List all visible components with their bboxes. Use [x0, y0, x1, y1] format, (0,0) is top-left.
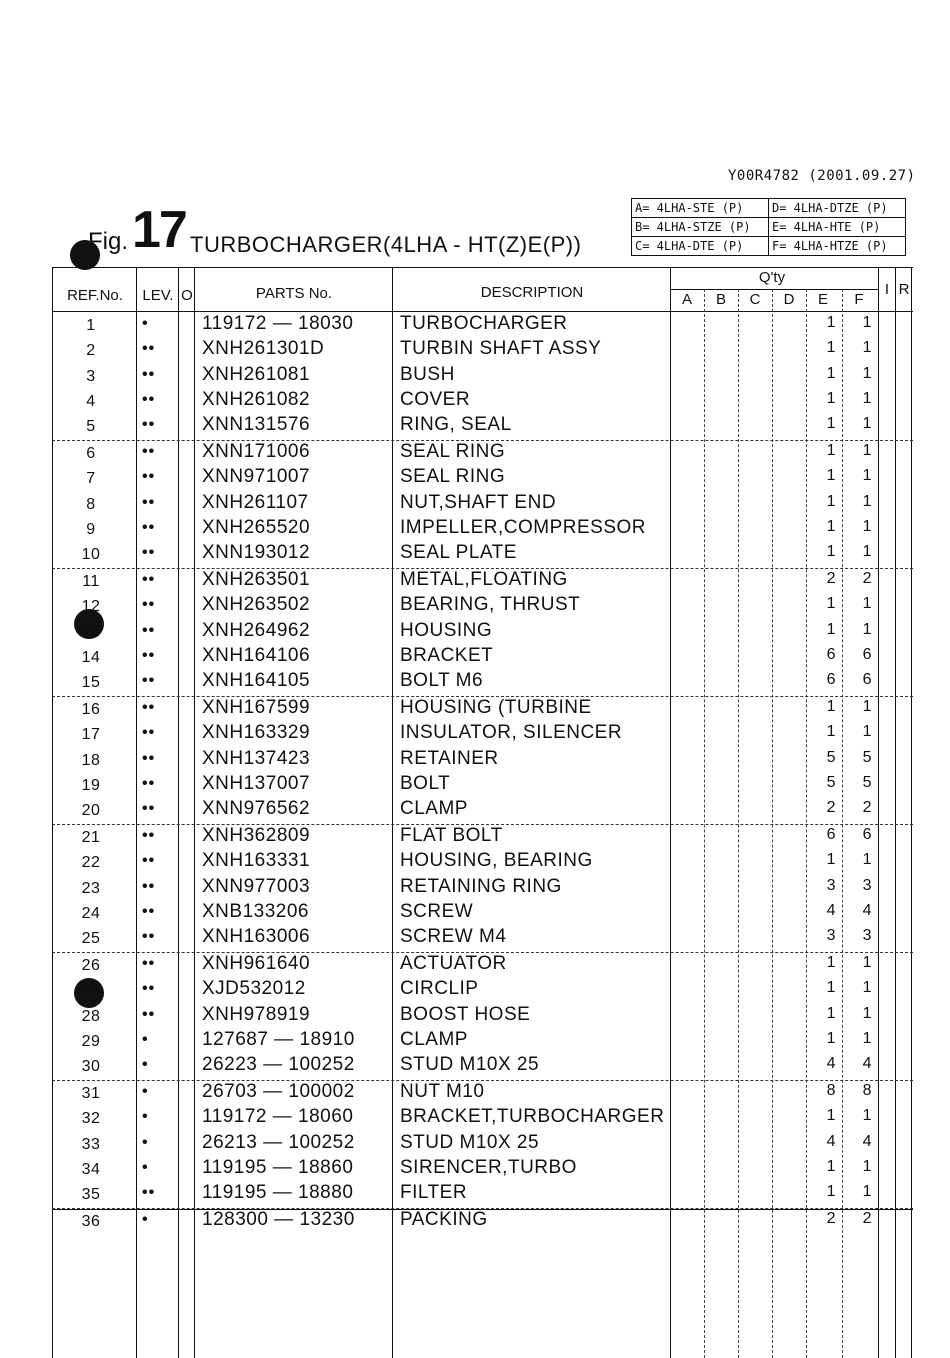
- level-marker: ••: [142, 928, 156, 946]
- qty-f: 3: [862, 876, 872, 894]
- header-qty: Q'ty: [758, 269, 786, 286]
- table-row: [52, 645, 913, 670]
- level-marker: •: [142, 1030, 149, 1048]
- level-marker: ••: [142, 365, 156, 383]
- qty-header-divider: [670, 289, 878, 290]
- ref-number: 3: [86, 367, 96, 385]
- qty-col-header: E: [817, 291, 828, 308]
- qty-e: 1: [826, 1004, 836, 1022]
- qty-f: 1: [862, 415, 872, 433]
- ref-number: 8: [86, 495, 96, 513]
- level-marker: ••: [142, 724, 156, 742]
- qty-f: 4: [862, 1055, 872, 1073]
- part-number: 119172 — 18030: [202, 313, 354, 334]
- qty-f: 1: [862, 492, 872, 510]
- level-marker: ••: [142, 672, 156, 690]
- part-description: BUSH: [400, 363, 455, 385]
- table-row: [52, 389, 913, 414]
- qty-f: 3: [862, 927, 872, 945]
- qty-f: 1: [862, 339, 872, 357]
- qty-e: 2: [826, 1210, 836, 1227]
- ref-number: 22: [81, 854, 101, 872]
- qty-f: 1: [862, 314, 872, 331]
- table-row: [52, 1054, 913, 1079]
- part-number: XNH978919: [202, 1003, 311, 1025]
- level-marker: ••: [142, 749, 156, 767]
- table-row: [52, 748, 913, 773]
- table-row: [52, 722, 913, 747]
- qty-e: 1: [826, 979, 836, 997]
- qty-e: 2: [826, 799, 836, 817]
- ref-number: 33: [81, 1135, 101, 1153]
- table-row: [52, 414, 913, 439]
- part-number: XNH261082: [202, 388, 311, 410]
- table-row: [52, 364, 913, 389]
- qty-f: 1: [862, 979, 872, 997]
- part-number: XNH261107: [202, 491, 309, 513]
- table-row: [52, 926, 913, 951]
- ref-number: 15: [81, 674, 101, 692]
- level-marker: ••: [142, 902, 156, 920]
- qty-f: 1: [862, 1029, 872, 1047]
- model-code: C= 4LHA-DTE (P): [632, 237, 769, 256]
- level-marker: ••: [142, 518, 156, 536]
- ref-number: 5: [86, 418, 96, 436]
- ref-number: 10: [81, 546, 101, 564]
- part-description: SCREW M4: [400, 926, 507, 948]
- qty-f: 2: [862, 799, 872, 817]
- level-marker: ••: [142, 852, 156, 870]
- qty-f: 1: [862, 595, 872, 613]
- qty-f: 1: [862, 364, 872, 382]
- ref-number: 6: [86, 445, 96, 462]
- ref-number: 20: [81, 802, 101, 820]
- part-number: XNN171006: [202, 441, 311, 462]
- qty-e: 1: [826, 314, 836, 331]
- qty-f: 5: [862, 773, 872, 791]
- qty-e: 1: [826, 415, 836, 433]
- model-code: A= 4LHA-STE (P): [632, 199, 769, 218]
- ref-number: 2: [86, 342, 96, 360]
- qty-e: 6: [826, 645, 836, 663]
- table-row: [52, 876, 913, 901]
- part-number: 26223 — 100252: [202, 1054, 355, 1076]
- part-number: XNH263502: [202, 594, 311, 616]
- ref-number: 29: [81, 1032, 101, 1050]
- qty-e: 3: [826, 876, 836, 894]
- part-description: CLAMP: [400, 798, 468, 820]
- ref-number: 28: [81, 1007, 101, 1025]
- qty-e: 6: [826, 671, 836, 689]
- level-marker: •: [142, 1133, 149, 1151]
- qty-col-header: D: [783, 291, 795, 308]
- part-description: RETAINING RING: [400, 875, 562, 897]
- ref-number: 24: [81, 904, 101, 922]
- level-marker: ••: [142, 827, 156, 844]
- qty-f: 1: [862, 389, 872, 407]
- header-bottom-border: [52, 311, 913, 312]
- part-number: XNH167599: [202, 697, 311, 718]
- part-description: SIRENCER,TURBO: [400, 1156, 577, 1178]
- qty-f: 1: [862, 1004, 872, 1022]
- part-number: 26703 — 100002: [202, 1081, 355, 1102]
- figure-number: 17: [132, 201, 186, 259]
- qty-e: 4: [826, 1132, 836, 1150]
- header-o: O: [181, 287, 193, 304]
- table-row: [52, 441, 913, 466]
- qty-e: 1: [826, 1107, 836, 1125]
- qty-e: 1: [826, 1157, 836, 1175]
- ref-number: 18: [81, 751, 101, 769]
- ref-number: 7: [86, 470, 96, 488]
- part-number: XNN977003: [202, 875, 311, 897]
- table-row: [52, 850, 913, 875]
- qty-e: 1: [826, 467, 836, 485]
- part-description: METAL,FLOATING: [400, 569, 568, 590]
- level-marker: •: [142, 315, 149, 332]
- part-number: XNN976562: [202, 798, 311, 820]
- table-row: [52, 670, 913, 695]
- part-description: IMPELLER,COMPRESSOR: [400, 516, 646, 538]
- ref-number: 36: [81, 1213, 101, 1230]
- ref-number: 9: [86, 520, 96, 538]
- qty-e: 1: [826, 364, 836, 382]
- qty-e: 4: [826, 1055, 836, 1073]
- level-marker: ••: [142, 774, 156, 792]
- qty-col-header: C: [749, 291, 761, 308]
- table-row: [52, 901, 913, 926]
- qty-f: 1: [862, 723, 872, 741]
- table-row: [52, 492, 913, 517]
- qty-col-header: A: [681, 291, 692, 308]
- qty-col-header: F: [854, 291, 864, 308]
- level-marker: ••: [142, 800, 156, 818]
- part-number: XJD532012: [202, 978, 306, 1000]
- parts-table: [52, 267, 913, 1358]
- part-number: XNH261081: [202, 363, 311, 385]
- part-description: HOUSING, BEARING: [400, 850, 593, 872]
- model-code: D= 4LHA-DTZE (P): [769, 199, 906, 218]
- part-description: NUT,SHAFT END: [400, 491, 557, 513]
- header-parts: PARTS No.: [255, 285, 333, 302]
- part-description: BOLT M6: [400, 670, 484, 692]
- level-marker: •: [142, 1158, 149, 1176]
- part-description: FILTER: [400, 1182, 468, 1204]
- part-number: XNH163331: [202, 850, 311, 872]
- qty-f: 1: [862, 467, 872, 485]
- table-row: [52, 313, 913, 338]
- table-row: [52, 594, 913, 619]
- part-number: 119195 — 18860: [202, 1156, 354, 1178]
- part-number: XNH164106: [202, 644, 311, 666]
- ref-number: 26: [81, 957, 101, 974]
- qty-e: 1: [826, 543, 836, 561]
- header-description: DESCRIPTION: [480, 284, 584, 301]
- level-marker: ••: [142, 493, 156, 511]
- part-description: STUD M10X 25: [400, 1054, 540, 1076]
- part-number: XNH261301D: [202, 338, 325, 360]
- level-marker: ••: [142, 1005, 156, 1023]
- ref-number: 21: [81, 829, 101, 846]
- part-description: BOLT: [400, 772, 451, 794]
- part-description: BRACKET: [400, 644, 494, 666]
- part-number: 128300 — 13230: [202, 1209, 355, 1230]
- qty-e: 1: [826, 339, 836, 357]
- qty-f: 8: [862, 1082, 872, 1099]
- qty-e: 8: [826, 1082, 836, 1099]
- ref-number: 16: [81, 701, 101, 718]
- part-number: XNN131576: [202, 414, 311, 436]
- level-marker: •: [142, 1108, 149, 1126]
- header-ref: REF.No.: [67, 287, 123, 304]
- part-number: XNH164105: [202, 670, 311, 692]
- qty-f: 1: [862, 1157, 872, 1175]
- ref-number: 32: [81, 1110, 101, 1128]
- ref-number: 1: [86, 317, 96, 334]
- qty-f: 2: [862, 1210, 872, 1227]
- qty-f: 6: [862, 671, 872, 689]
- qty-f: 1: [862, 442, 872, 459]
- qty-f: 2: [862, 570, 872, 587]
- qty-e: 5: [826, 773, 836, 791]
- qty-f: 1: [862, 698, 872, 715]
- qty-f: 4: [862, 1132, 872, 1150]
- ref-number: 19: [81, 776, 101, 794]
- qty-f: 5: [862, 748, 872, 766]
- level-marker: ••: [142, 544, 156, 562]
- level-marker: •: [142, 1056, 149, 1074]
- model-code: B= 4LHA-STZE (P): [632, 218, 769, 237]
- table-row: [52, 1157, 913, 1182]
- level-marker: ••: [142, 877, 156, 895]
- table-row: [52, 569, 913, 594]
- level-marker: ••: [142, 1184, 156, 1202]
- ref-number: 11: [82, 573, 100, 590]
- part-number: XNN193012: [202, 542, 311, 564]
- table-row: [52, 1182, 913, 1207]
- level-marker: ••: [142, 955, 156, 972]
- part-description: CLAMP: [400, 1028, 468, 1050]
- table-row: [52, 798, 913, 823]
- level-marker: ••: [142, 571, 156, 588]
- table-row: [52, 620, 913, 645]
- ref-number: 34: [81, 1160, 101, 1178]
- qty-e: 3: [826, 927, 836, 945]
- qty-e: 1: [826, 1183, 836, 1201]
- qty-e: 1: [826, 954, 836, 971]
- part-description: FLAT BOLT: [400, 825, 503, 846]
- level-marker: •: [142, 1211, 149, 1228]
- part-description: INSULATOR, SILENCER: [400, 722, 623, 744]
- part-number: XNH137007: [202, 772, 311, 794]
- qty-f: 6: [862, 826, 872, 843]
- level-marker: ••: [142, 468, 156, 486]
- qty-e: 1: [826, 698, 836, 715]
- ref-number: 13: [81, 623, 101, 641]
- table-row: [52, 1029, 913, 1054]
- table-row: [52, 517, 913, 542]
- qty-f: 1: [862, 543, 872, 561]
- page-title: TURBOCHARGER(4LHA - HT(Z)E(P)): [190, 232, 582, 257]
- qty-e: 1: [826, 595, 836, 613]
- qty-f: 1: [862, 1107, 872, 1125]
- level-marker: ••: [142, 340, 156, 358]
- table-row: [52, 466, 913, 491]
- ref-number: 35: [81, 1186, 101, 1204]
- part-description: HOUSING (TURBINE: [400, 697, 592, 718]
- header-lev: LEV.: [142, 287, 174, 304]
- table-row: [52, 773, 913, 798]
- table-row: [52, 1132, 913, 1157]
- part-number: XNH163329: [202, 722, 311, 744]
- level-marker: ••: [142, 646, 156, 664]
- figure-label: Fig.: [88, 228, 129, 255]
- qty-f: 1: [862, 851, 872, 869]
- model-code: E= 4LHA-HTE (P): [769, 218, 906, 237]
- ref-number: 12: [81, 598, 101, 616]
- qty-f: 6: [862, 645, 872, 663]
- part-description: NUT M10: [400, 1081, 485, 1102]
- table-row: [52, 825, 913, 850]
- table-row: [52, 338, 913, 363]
- part-description: SEAL PLATE: [400, 542, 517, 564]
- ref-number: 30: [81, 1058, 101, 1076]
- part-description: BEARING, THRUST: [400, 594, 581, 616]
- ref-number: 4: [86, 392, 96, 410]
- part-number: XNH362809: [202, 825, 311, 846]
- part-number: XNH137423: [202, 747, 311, 769]
- part-number: XNH264962: [202, 619, 311, 641]
- part-number: XNN971007: [202, 466, 311, 488]
- part-description: CIRCLIP: [400, 978, 479, 1000]
- header-r: R: [898, 281, 910, 298]
- table-row: [52, 697, 913, 722]
- part-number: 119195 — 18880: [202, 1182, 354, 1204]
- level-marker: ••: [142, 390, 156, 408]
- level-marker: ••: [142, 596, 156, 614]
- table-row: [52, 1209, 913, 1234]
- qty-e: 1: [826, 723, 836, 741]
- table-row: [52, 978, 913, 1003]
- part-description: BRACKET,TURBOCHARGER: [400, 1106, 665, 1128]
- qty-f: 1: [862, 1183, 872, 1201]
- level-marker: ••: [142, 980, 156, 998]
- qty-e: 4: [826, 901, 836, 919]
- part-description: ACTUATOR: [400, 953, 507, 974]
- part-description: RING, SEAL: [400, 414, 512, 436]
- qty-e: 1: [826, 1029, 836, 1047]
- level-marker: ••: [142, 443, 156, 460]
- table-row: [52, 542, 913, 567]
- part-description: HOUSING: [400, 619, 493, 641]
- part-description: SCREW: [400, 900, 474, 922]
- group-separator: [52, 1209, 913, 1210]
- part-description: PACKING: [400, 1209, 488, 1230]
- table-row: [52, 1004, 913, 1029]
- qty-e: 1: [826, 851, 836, 869]
- ref-number: 17: [81, 726, 101, 744]
- qty-f: 1: [862, 620, 872, 638]
- part-number: 26213 — 100252: [202, 1131, 355, 1153]
- part-number: 119172 — 18060: [202, 1106, 354, 1128]
- ref-number: 14: [81, 648, 101, 666]
- document-id: Y00R4782 (2001.09.27): [728, 168, 916, 184]
- part-description: STUD M10X 25: [400, 1131, 540, 1153]
- qty-e: 5: [826, 748, 836, 766]
- ref-number: 25: [81, 930, 101, 948]
- part-number: XNB133206: [202, 900, 309, 922]
- ref-number: 23: [81, 879, 101, 897]
- qty-e: 1: [826, 517, 836, 535]
- header-i: I: [884, 281, 890, 298]
- model-legend: [631, 198, 906, 256]
- part-number: XNH163006: [202, 926, 311, 948]
- table-row: [52, 1106, 913, 1131]
- part-number: XNH961640: [202, 953, 311, 974]
- qty-f: 1: [862, 954, 872, 971]
- level-marker: •: [142, 1083, 149, 1100]
- ref-number: 31: [81, 1085, 101, 1102]
- part-description: TURBOCHARGER: [400, 313, 568, 334]
- ref-number: 27: [81, 982, 101, 1000]
- qty-col-header: B: [715, 291, 726, 308]
- part-number: XNH263501: [202, 569, 311, 590]
- level-marker: ••: [142, 416, 156, 434]
- qty-e: 1: [826, 620, 836, 638]
- qty-e: 2: [826, 570, 836, 587]
- table-row: [52, 1081, 913, 1106]
- qty-e: 1: [826, 442, 836, 459]
- part-description: COVER: [400, 388, 471, 410]
- qty-e: 6: [826, 826, 836, 843]
- part-description: TURBIN SHAFT ASSY: [400, 338, 602, 360]
- part-description: BOOST HOSE: [400, 1003, 531, 1025]
- qty-e: 1: [826, 389, 836, 407]
- part-description: SEAL RING: [400, 466, 506, 488]
- table-top-border: [52, 267, 913, 268]
- qty-f: 1: [862, 517, 872, 535]
- level-marker: ••: [142, 621, 156, 639]
- qty-e: 1: [826, 492, 836, 510]
- part-description: SEAL RING: [400, 441, 506, 462]
- level-marker: ••: [142, 699, 156, 716]
- part-number: 127687 — 18910: [202, 1028, 355, 1050]
- part-description: RETAINER: [400, 747, 499, 769]
- table-row: [52, 953, 913, 978]
- model-code: F= 4LHA-HTZE (P): [769, 237, 906, 256]
- qty-f: 4: [862, 901, 872, 919]
- part-number: XNH265520: [202, 516, 311, 538]
